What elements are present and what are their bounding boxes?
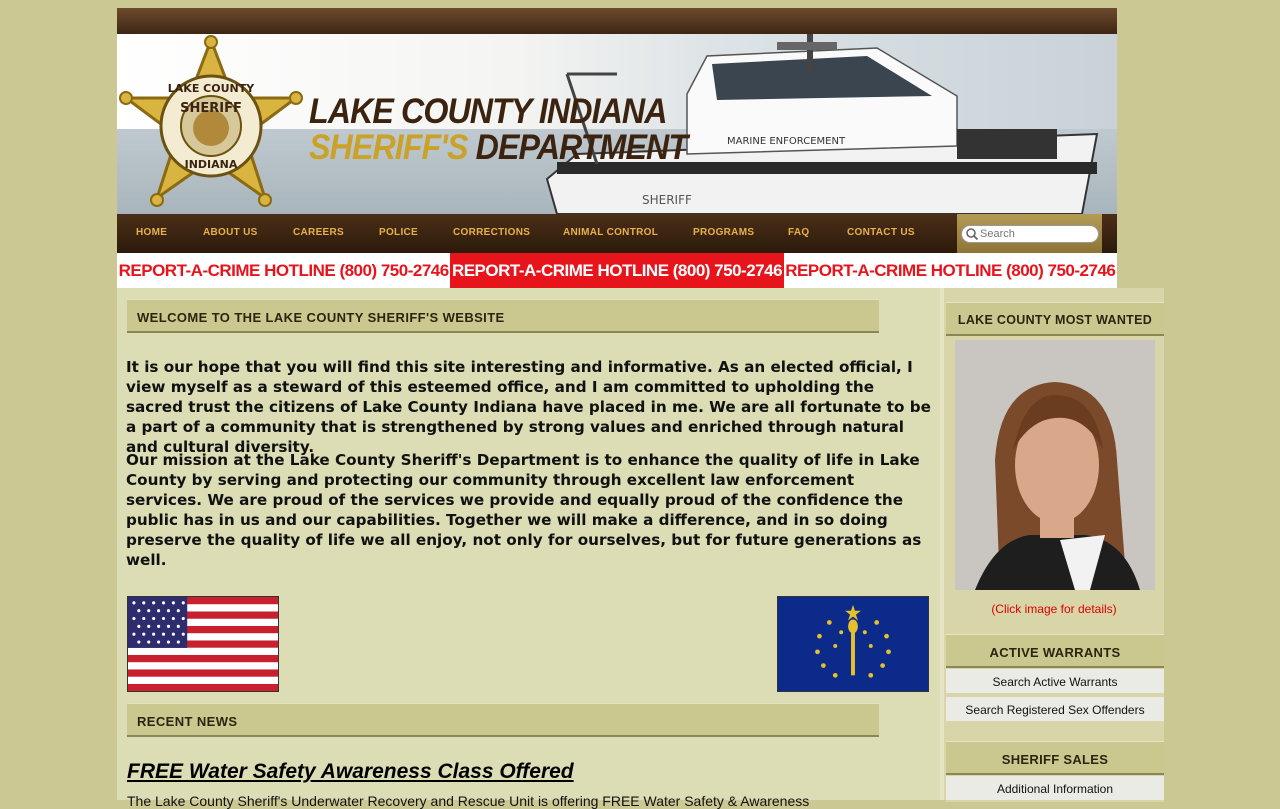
top-bar [117, 8, 1117, 34]
recent-news-heading: RECENT NEWS [127, 703, 879, 737]
welcome-paragraph-2: Our mission at the Lake County Sheriff's Department is to enhance the quality of life in Lake County by serving and protecting our community through excellent law enforcement services. We are proud of the services we provide and equally proud of the confidence the public has in us and our capabilities. Together we will make a difference, and in so doing preserve the quality of life we all enjoy, not only for ourselves, but for future generations as well. [126, 451, 922, 569]
hotline-panel-2[interactable]: REPORT-A-CRIME HOTLINE (800) 750-2746 [450, 253, 783, 288]
search-input[interactable] [961, 225, 1099, 243]
badge-bottom-text: INDIANA [184, 158, 238, 171]
search-container [957, 214, 1102, 253]
nav-police[interactable]: POLICE [379, 227, 419, 238]
nav-corrections[interactable]: CORRECTIONS [453, 227, 531, 238]
sidebar [940, 288, 1164, 800]
search-sex-offenders-link[interactable]: Search Registered Sex Offenders [946, 697, 1164, 723]
welcome-paragraph-1: It is our hope that you will find this site interesting and informative. As an elected official, I view myself as a steward of this esteemed office, and I am committed to upholding the sacred trust the citizens of Lake County Indiana have placed in me. We are all fortunate to be a part of a community that is strengthened by strong values and enriched through natural and cultural diversity. [126, 358, 931, 456]
badge-top-text: LAKE COUNTY [167, 82, 255, 95]
us-flag-image [127, 596, 279, 692]
main-content [117, 288, 940, 809]
active-warrants-heading: ACTIVE WARRANTS [946, 634, 1164, 668]
nav-animal-control[interactable]: ANIMAL CONTROL [563, 227, 659, 238]
header-banner [117, 34, 1117, 214]
search-icon [965, 227, 979, 241]
additional-information-link[interactable]: Additional Information [946, 776, 1164, 802]
sheriff-sales-heading: SHERIFF SALES [946, 741, 1164, 775]
hotline-panel-1[interactable]: REPORT-A-CRIME HOTLINE (800) 750-2746 [117, 253, 450, 288]
site-title [309, 94, 687, 166]
site-title-department: DEPARTMENT [475, 128, 688, 167]
sheriff-badge-logo [120, 36, 302, 212]
welcome-heading: WELCOME TO THE LAKE COUNTY SHERIFF'S WEBSITE [127, 299, 879, 333]
most-wanted-photo[interactable] [955, 340, 1155, 590]
boat-label: MARINE ENFORCEMENT [727, 136, 846, 147]
boat-hull-text: SHERIFF [642, 193, 692, 207]
indiana-flag-image [777, 596, 929, 692]
nav-about-us[interactable]: ABOUT US [203, 227, 258, 238]
click-details-link[interactable]: (Click image for details) [991, 602, 1117, 616]
nav-faq[interactable]: FAQ [788, 227, 810, 238]
nav-careers[interactable]: CAREERS [293, 227, 344, 238]
hotline-panel-3[interactable]: REPORT-A-CRIME HOTLINE (800) 750-2746 [784, 253, 1117, 288]
search-active-warrants-link[interactable]: Search Active Warrants [946, 669, 1164, 695]
site-title-line1: LAKE COUNTY INDIANA [309, 92, 667, 131]
most-wanted-heading: LAKE COUNTY MOST WANTED [946, 302, 1164, 336]
main-nav [117, 214, 1117, 253]
badge-mid-text: SHERIFF [180, 101, 242, 116]
site-title-sheriffs: SHERIFF'S [309, 128, 468, 167]
nav-home[interactable]: HOME [136, 227, 168, 238]
hotline-banner [117, 253, 1117, 288]
news-snippet: The Lake County Sheriff's Underwater Recovery and Rescue Unit is offering FREE Water Safety & Awareness [127, 793, 810, 809]
nav-contact-us[interactable]: CONTACT US [847, 227, 915, 238]
news-article-link[interactable]: FREE Water Safety Awareness Class Offered [127, 760, 574, 783]
nav-programs[interactable]: PROGRAMS [693, 227, 755, 238]
